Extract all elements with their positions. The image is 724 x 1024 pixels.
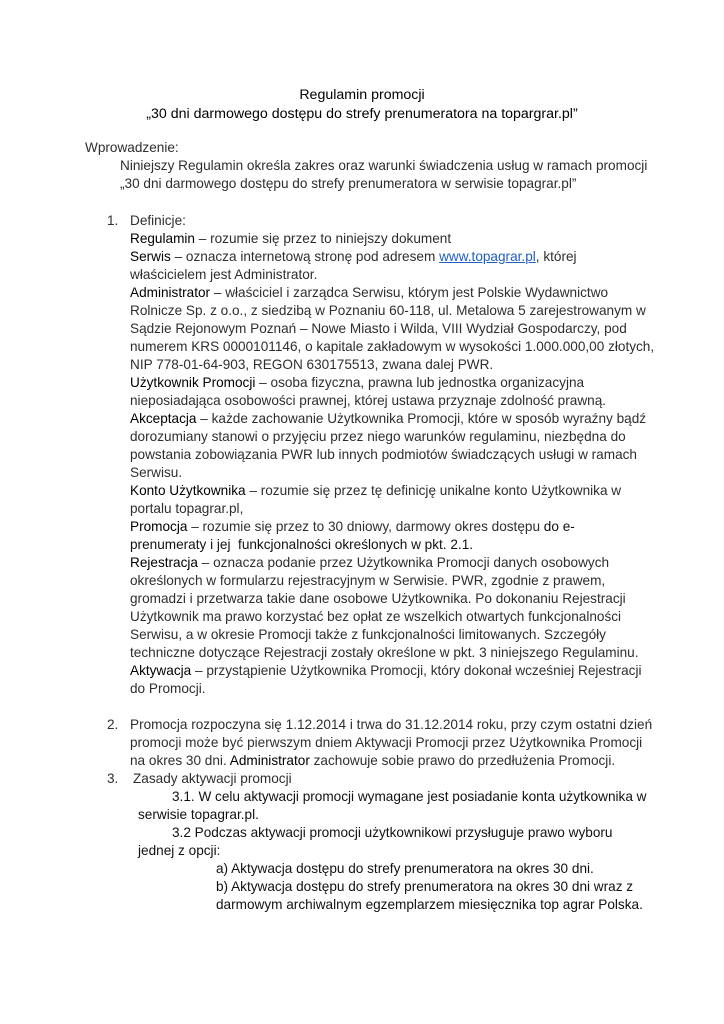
definition-promocja [130,518,575,536]
intro-heading: Wprowadzenie: [85,140,179,155]
intro-line: Niniejszy Regulamin określa zakres oraz warunki świadczenia usług w ramach promocji [120,158,648,173]
title-line-1: Regulamin promocji [299,87,425,103]
definition-text: , której [535,249,577,264]
section-2-number: 2. [107,717,119,732]
definition-term: Promocja [130,519,188,534]
definition-line: Serwisu. [130,465,183,480]
definition-term: Administrator [130,285,211,300]
definition-line: gromadzi i przetwarza takie dane osobowe Użytkownika. Po dokonaniu Rejestracji [130,591,626,606]
definition-line: właścicielem jest Administrator. [130,267,318,282]
definition-text: – oznacza internetową stronę pod adresem [170,249,440,264]
definition-term: Rejestracja [130,555,198,570]
definition-line: Sądzie Rejonowym Poznań – Nowe Miasto i Wilda, VIII Wydział Gospodarczy, pod [130,321,627,336]
section-2-line [130,752,615,770]
definition-uzytkownik [130,374,584,392]
definition-text: – rozumie się przez tę definicję unikalne konto Użytkownika w [245,483,622,498]
section-2-line: promocji może być pierwszym dniem Aktywacji Promocji przez Użytkownika Promocji [130,735,643,750]
definition-regulamin [130,230,451,248]
definition-line: portalu topagrar.pl, [130,501,244,516]
section-2-text: zachowuje sobie prawo do przedłużenia Promocji. [309,753,616,768]
definition-term: Aktywacja [130,663,192,678]
intro-line: „30 dni darmowego dostępu do strefy prenumeratora w serwisie topagrar.pl” [120,176,577,191]
definition-line: techniczne dotyczące Rejestracji zostały określone w pkt. 3 niniejszego Regulaminu. [130,645,639,660]
definition-administrator [130,284,608,302]
definition-text: – oznacza podanie przez Użytkownika Promocji danych osobowych [198,555,610,570]
definition-line: Użytkownik ma prawo korzystać bez opłat ze wszelkich otwartych funkcjonalności [130,609,622,624]
section-3-number: 3. [107,771,119,786]
section-1-heading: Definicje: [130,213,186,228]
definition-text: – rozumie się przez to 30 dniowy, darmowy okres dostępu [187,519,544,534]
definition-term: Użytkownik Promocji [130,375,256,390]
definition-line: do Promocji. [130,681,206,696]
definition-term: Konto Użytkownika [130,483,246,498]
definition-konto [130,482,621,500]
option-a: a) Aktywacja dostępu do strefy prenumeratora na okres 30 dni. [216,861,594,876]
subsection-3-2: 3.2 Podczas aktywacji promocji użytkownikowi przysługuje prawo wyboru [172,825,613,840]
title-line-2: „30 dni darmowego dostępu do strefy prenumeratora na topargrar.pl” [146,106,578,122]
definition-akceptacja [130,410,646,428]
definition-line: dorozumiany stanowi o przyjęciu przez niego warunków regulaminu, niezbędna do [130,429,626,444]
definition-text: – właściciel i zarządca Serwisu, którym jest Polskie Wydawnictwo [210,285,609,300]
definition-term: Akceptacja [130,411,197,426]
option-b: b) Aktywacja dostępu do strefy prenumeratora na okres 30 dni wraz z [216,879,634,894]
definition-line: nieposiadająca osobowości prawnej, której ustawa przyznaje zdolność prawną. [130,393,607,408]
definition-line: określonych w formularzu rejestracyjnym w Serwisie. PWR, zgodnie z prawem, [130,573,606,588]
definition-line: Rolnicze Sp. z o.o., z siedzibą w Poznaniu 60-118, ul. Metalowa 5 zarejestrowanym w [130,303,646,318]
definition-serwis [130,248,577,266]
definition-text: – przystąpienie Użytkownika Promocji, który dokonał wcześniej Rejestracji [191,663,642,678]
definition-term: Serwis [130,249,171,264]
subsection-3-1: 3.1. W celu aktywacji promocji wymagane jest posiadanie konta użytkownika w [172,789,647,804]
section-3-heading: Zasady aktywacji promocji [133,771,292,786]
section-2-text: na okres 30 dni. [130,753,230,768]
section-1-number: 1. [107,213,119,228]
definition-text: do e- [543,519,575,534]
section-2-line: Promocja rozpoczyna się 1.12.2014 i trwa do 31.12.2014 roku, przy czym ostatni dzień [130,717,653,732]
subsection-3-2-line: jednej z opcji: [138,843,221,858]
definition-text: – rozumie się przez to niniejszy dokument [194,231,452,246]
definition-line: Serwisu, a w okresie Promocji także z funkcjonalności limitowanych. Szczegóły [130,627,606,642]
subsection-3-1-line: serwisie topagrar.pl. [138,807,259,822]
definition-line: numerem KRS 0000101146, o kapitale zakładowym w wysokości 1.000.000,00 złotych, [130,339,655,354]
section-2-term: Administrator [229,753,310,768]
definition-aktywacja [130,662,641,680]
definition-line: prenumeraty i jej funkcjonalności określonych w pkt. 2.1. [130,537,474,552]
definition-text: – każde zachowanie Użytkownika Promocji, które w sposób wyraźny bądź [196,411,647,426]
definition-line: powstania zobowiązania PWR lub innych podmiotów świadczących usługi w ramach [130,447,637,462]
definition-line: NIP 778-01-64-903, REGON 630175513, zwana dalej PWR. [130,357,494,372]
definition-text: – osoba fizyczna, prawna lub jednostka organizacyjna [255,375,585,390]
definition-term: Regulamin [130,231,195,246]
option-b-line: darmowym archiwalnym egzemplarzem miesięcznika top agrar Polska. [216,897,643,912]
topagrar-link[interactable]: www.topagrar.pl [439,249,536,264]
definition-rejestracja [130,554,609,572]
